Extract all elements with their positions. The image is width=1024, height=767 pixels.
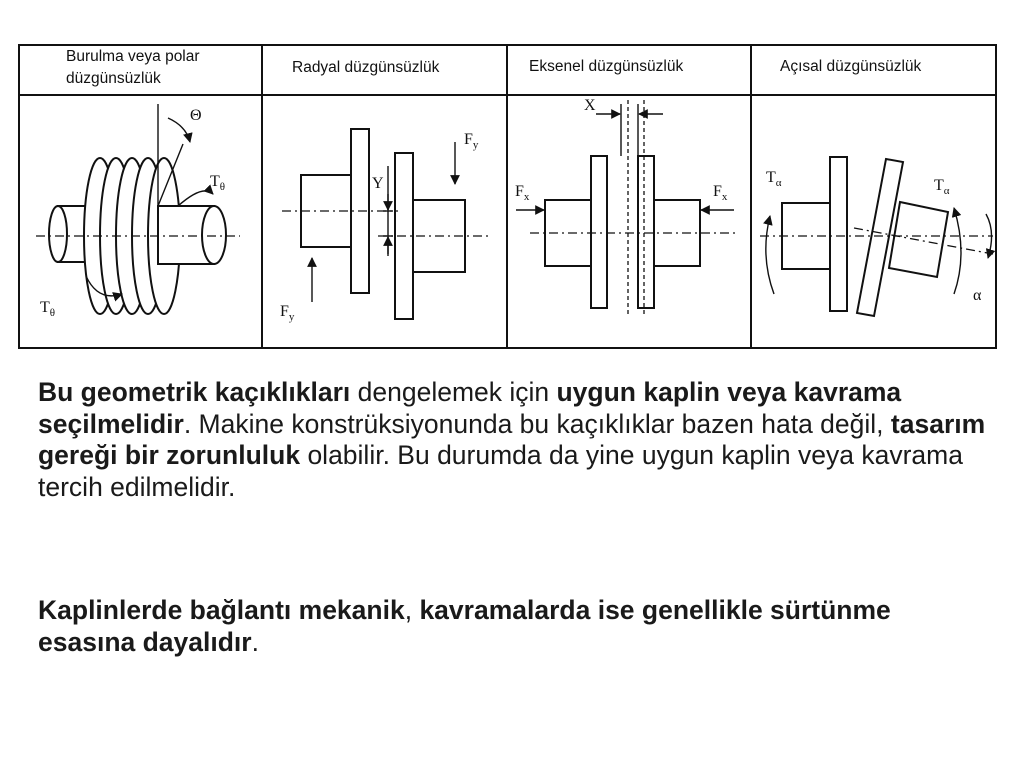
- header-angular: Açısal düzgünsüzlük: [780, 58, 922, 75]
- panel-radial-diagram: [280, 129, 488, 323]
- panel-axial-diagram: [515, 97, 738, 314]
- p2-text-1: ,: [404, 595, 420, 625]
- label-axial-X: X: [584, 97, 596, 114]
- label-axial-Fx-right: $F_x$: [713, 183, 728, 203]
- label-torque-top: $T_\theta$: [210, 173, 226, 193]
- label-radial-Y: Y: [372, 175, 384, 192]
- p1-bold-1: Bu geometrik kaçıklıkları: [38, 377, 351, 407]
- p1-text-2: . Makine konstrüksiyonunda bu kaçıklıklar bazen hata değil,: [183, 408, 891, 439]
- panel-angular-diagram: [760, 157, 993, 316]
- p1-bold-3: tasarım gereği bir zorunluluk: [38, 408, 986, 470]
- label-torque-bottom: $T_\theta$: [40, 299, 56, 319]
- p1-text-1: dengelemek için: [350, 377, 557, 407]
- label-axial-Fx-left: $F_x$: [515, 183, 530, 203]
- p2-bold-2: kavramalarda ise genellikle sürtünme esasına dayalıdır: [38, 595, 891, 657]
- header-torsional-line1: Burulma veya polar: [66, 48, 200, 65]
- label-radial-Fy-top: $F_y$: [464, 131, 479, 151]
- header-torsional-line2: düzgünsüzlük: [66, 70, 161, 87]
- label-angular-Ta-left: $T_\alpha$: [766, 169, 782, 189]
- p2-text-2: .: [251, 626, 259, 657]
- label-radial-Fy-bottom: $F_y$: [280, 303, 295, 323]
- p2-bold-1: Kaplinlerde bağlantı mekanik: [38, 595, 405, 625]
- header-axial: Eksenel düzgünsüzlük: [529, 58, 684, 75]
- misalignment-figure: [18, 44, 998, 350]
- header-radial: Radyal düzgünsüzlük: [292, 59, 440, 76]
- paragraph-coupling-clutch: [38, 595, 988, 658]
- label-angular-Ta-right: $T_\alpha$: [934, 177, 950, 197]
- p1-text-3: olabilir. Bu durumda da yine uygun kaplin veya kavrama tercih edilmelidir.: [38, 440, 963, 502]
- paragraph-geometric-misalignment: [38, 377, 988, 503]
- p1-bold-2: uygun kaplin veya kavrama seçilmelidir: [38, 377, 902, 439]
- panel-torsional-diagram: [36, 104, 240, 319]
- label-angular-alpha: α: [973, 287, 982, 304]
- label-theta: Θ: [190, 107, 202, 124]
